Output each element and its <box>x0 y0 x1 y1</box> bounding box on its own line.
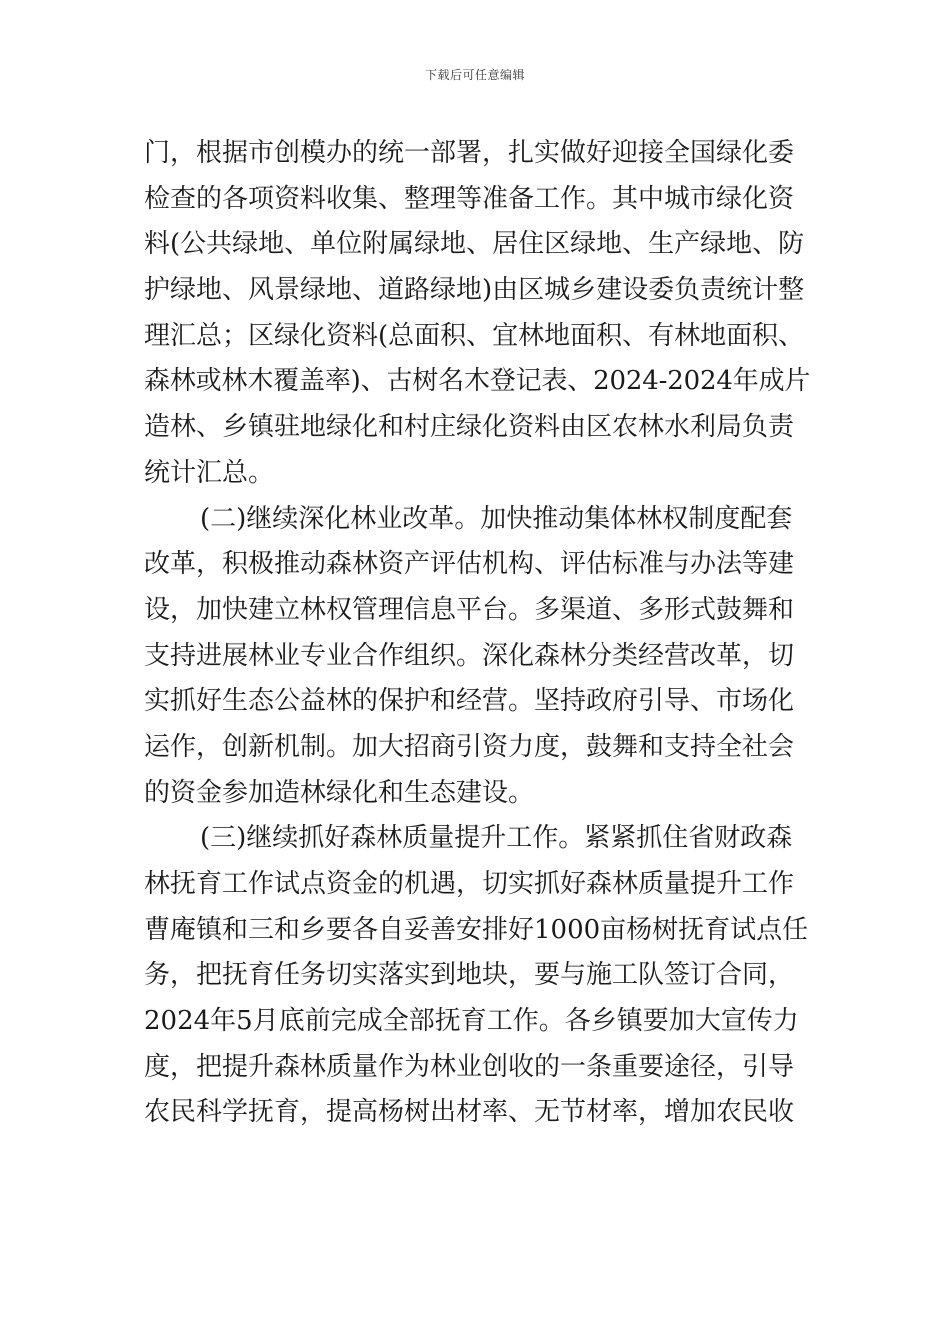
text-line: (二)继续深化林业改革。加快推动集体林权制度配套 <box>200 503 793 534</box>
text-line: 理汇总；区绿化资料(总面积、宜林地面积、有林地面积、 <box>144 320 805 351</box>
text-line: 改革，积极推动森林资产评估机构、评估标准与办法等建 <box>144 549 795 580</box>
text-line: 森林或林木覆盖率)、古树名木登记表、2024-2024年成片 <box>144 366 810 397</box>
text-line: 设，加快建立林权管理信息平台。多渠道、多形式鼓舞和 <box>144 594 795 625</box>
page-header: 下载后可任意编辑 <box>424 68 525 82</box>
text-line: 农民科学抚育，提高杨树出材率、无节材率，增加农民收 <box>144 1097 795 1128</box>
text-line: (三)继续抓好森林质量提升工作。紧紧抓住省财政森 <box>200 823 793 854</box>
text-line: 料(公共绿地、单位附属绿地、居住区绿地、生产绿地、防 <box>144 229 805 260</box>
text-line: 务，把抚育任务切实落实到地块，要与施工队签订合同， <box>144 960 795 991</box>
text-line: 曹庵镇和三和乡要各自妥善安排好1000亩杨树抚育试点任 <box>144 914 809 945</box>
text-line: 统计汇总。 <box>144 457 275 488</box>
text-line: 2024年5月底前完成全部抚育工作。各乡镇要加大宣传力 <box>144 1006 799 1037</box>
text-line: 林抚育工作试点资金的机遇，切实抓好森林质量提升工作 <box>144 869 795 899</box>
text-line: 的资金参加造林绿化和生态建设。 <box>144 777 535 808</box>
text-line: 检查的各项资料收集、整理等准备工作。其中城市绿化资 <box>144 183 795 214</box>
document-body <box>144 131 810 1136</box>
text-line: 支持进展林业专业合作组织。深化森林分类经营改革，切 <box>144 640 795 671</box>
text-line: 造林、乡镇驻地绿化和村庄绿化资料由区农林水利局负责 <box>144 412 795 443</box>
text-line: 实抓好生态公益林的保护和经营。坚持政府引导、市场化 <box>144 686 795 717</box>
text-line: 门，根据市创模办的统一部署，扎实做好迎接全国绿化委 <box>144 138 795 168</box>
text-line: 护绿地、风景绿地、道路绿地)由区城乡建设委负责统计整 <box>144 275 805 306</box>
text-line: 运作，创新机制。加大招商引资力度，鼓舞和支持全社会 <box>144 731 795 762</box>
text-line: 度，把提升森林质量作为林业创收的一条重要途径，引导 <box>144 1051 795 1082</box>
